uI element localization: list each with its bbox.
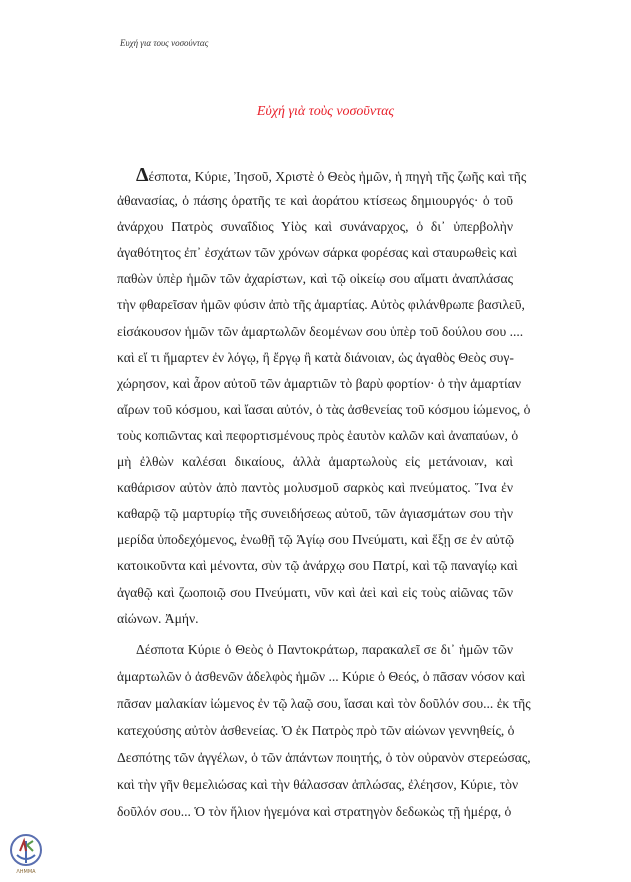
- line-text: εἰσάκουσον ἡμῶν τῶν ἁμαρτωλῶν δεομένων σου ὑπὲρ τοῦ δούλου σου ....: [117, 323, 524, 339]
- svg-text:ΛΗΜΜΑ: ΛΗΜΜΑ: [16, 869, 36, 875]
- paragraph-1: [117, 162, 531, 632]
- line-text: καὶ τὴν γῆν θεμελιώσας καὶ τὴν θάλασσαν ἁπλώσας, ἐλέησον, Κύριε, τὸν: [117, 777, 519, 792]
- text-line: [117, 501, 513, 527]
- line-text: Δεσπότης τῶν ἀγγέλων, ὁ τῶν ἁπάντων ποιητής, ὁ τὸν οὐρανὸν στερεώσας,: [117, 750, 531, 765]
- line-text: Δέσποτα Κύριε ὁ Θεὸς ὁ Παντοκράτωρ, παρακαλεῖ σε δι᾿ ἡμῶν τῶν: [136, 642, 513, 657]
- line-text: ἀνάρχου Πατρὸς συναΐδιος Υἱὸς καὶ συνάναρχος, ὁ δι᾿ ὑπερβολὴν: [117, 219, 513, 235]
- line-text: τοὺς κοπιῶντας καὶ πεφορτισμένους πρὸς ἑαυτὸν καλῶν καὶ ἀναπαύων, ὁ: [117, 427, 519, 443]
- text-line: [117, 371, 521, 397]
- line-text: έσποτα, Κύριε, Ἰησοῦ, Χριστὲ ὁ Θεὸς ἡμῶν, ἡ πηγὴ τῆς ζωῆς καὶ τῆς: [148, 169, 527, 184]
- line-text: χώρησον, καὶ ἆρον αὐτοῦ τῶν ἁμαρτιῶν τὸ βαρὺ φορτίον· ὁ τὴν ἁμαρτίαν: [117, 375, 521, 391]
- line-text: αἴρων τοῦ κόσμου, καὶ ἴασαι αὐτόν, ὁ τὰς ἀσθενείας τοῦ κόσμου ἰώμενος, ὁ: [117, 401, 531, 417]
- text-line: [117, 162, 527, 188]
- line-text: ἀθανασίας, ὁ πάσης ὁρατῆς τε καὶ ἀοράτου κτίσεως δημιουργός· ὁ τοῦ: [117, 193, 513, 209]
- text-line: [117, 527, 513, 553]
- text-line: [117, 319, 524, 345]
- line-text: τὴν φθαρεῖσαν ἡμῶν φύσιν ἀπὸ τῆς ἁμαρτίας. Αὐτὸς φιλάνθρωπε βασιλεῦ,: [117, 297, 525, 313]
- line-text: ἁμαρτωλῶν ὁ ἀσθενῶν ἀδελφὸς ἡμῶν ... Κύριε ὁ Θεός, ὁ πᾶσαν νόσον καὶ: [117, 669, 526, 684]
- text-line: [117, 214, 513, 240]
- text-line: [117, 798, 513, 825]
- text-line: [117, 345, 513, 371]
- publisher-logo: [8, 833, 44, 879]
- line-text: μὴ ἐλθὼν καλέσαι δικαίους, ἀλλὰ ἁμαρτωλοὺς εἰς μετάνοιαν, καὶ: [117, 454, 513, 470]
- text-line: [117, 580, 513, 606]
- text-line: [117, 636, 513, 663]
- line-text: καθαρῷ τῷ μαρτυρίῳ τῆς συνειδήσεως αὐτοῦ, τῶν ἁγιασμάτων σου τὴν: [117, 506, 513, 522]
- text-line: [117, 188, 513, 214]
- text-line: [117, 423, 519, 449]
- line-text: αἰώνων. Ἀμήν.: [117, 610, 199, 626]
- text-line: [117, 449, 513, 475]
- line-text: πᾶσαν μαλακίαν ἰώμενος ἐν τῷ λαῷ σου, ἴασαι καὶ τὸν δοῦλόν σου... ἐκ τῆς: [117, 696, 531, 711]
- text-line: [117, 606, 513, 632]
- text-line: [117, 475, 513, 501]
- text-line: [117, 663, 526, 690]
- text-line: [117, 292, 525, 318]
- line-text: δοῦλόν σου... Ὁ τὸν ἥλιον ἡγεμόνα καὶ στρατηγὸν δεδωκὼς τῇ ἡμέρᾳ, ὁ: [117, 804, 512, 819]
- line-text: ἀγαθότητος ἐπ᾿ ἐσχάτων τῶν χρόνων σάρκα φορέσας καὶ σταυρωθεὶς καὶ: [117, 245, 518, 261]
- drop-cap: Δ: [136, 164, 149, 186]
- text-line: [117, 717, 513, 744]
- line-text: παθὼν ὑπὲρ ἡμῶν τῶν ἀχαρίστων, καὶ τῷ οἰκείῳ σου αἵματι ἀναπλάσας: [117, 271, 513, 287]
- text-line: [117, 397, 531, 423]
- text-line: [117, 553, 518, 579]
- text-line: [117, 771, 519, 798]
- line-text: κατεχούσης αὐτὸν ἀσθενείας. Ὁ ἐκ Πατρὸς πρὸ τῶν αἰώνων γεννηθείς, ὁ: [117, 723, 515, 738]
- line-text: μερίδα ὑποδεχόμενος, ἑνωθῇ τῷ Ἁγίῳ σου Πνεύματι, καὶ ἕξῃ σε ἐν αὐτῷ: [117, 532, 515, 548]
- line-text: ἀγαθῷ καὶ ζωοποιῷ σου Πνεύματι, νῦν καὶ ἀεὶ καὶ εἰς τοὺς αἰῶνας τῶν: [117, 584, 513, 600]
- line-text: καθάρισον αὐτὸν ἀπὸ παντὸς μολυσμοῦ σαρκὸς καὶ πνεύματος. Ἵνα ἐν: [117, 480, 513, 496]
- paragraph-2: [117, 636, 531, 825]
- line-text: κατοικοῦντα καὶ μένοντα, σὺν τῷ ἀνάρχῳ σου Πατρί, καὶ τῷ παναγίῳ καὶ: [117, 558, 518, 574]
- text-line: [117, 240, 518, 266]
- line-text: καὶ εἴ τι ἥμαρτεν ἐν λόγῳ, ἢ ἔργῳ ἢ κατὰ διάνοιαν, ὡς ἀγαθὸς Θεὸς συγ-: [117, 349, 514, 365]
- text-line: [117, 744, 531, 771]
- running-header: Ευχή για τους νοσούντας: [120, 38, 209, 48]
- text-line: [117, 266, 513, 292]
- prayer-title: Εὐχή γιὰ τοὺς νοσοῦντας: [256, 104, 395, 119]
- text-line: [117, 690, 531, 717]
